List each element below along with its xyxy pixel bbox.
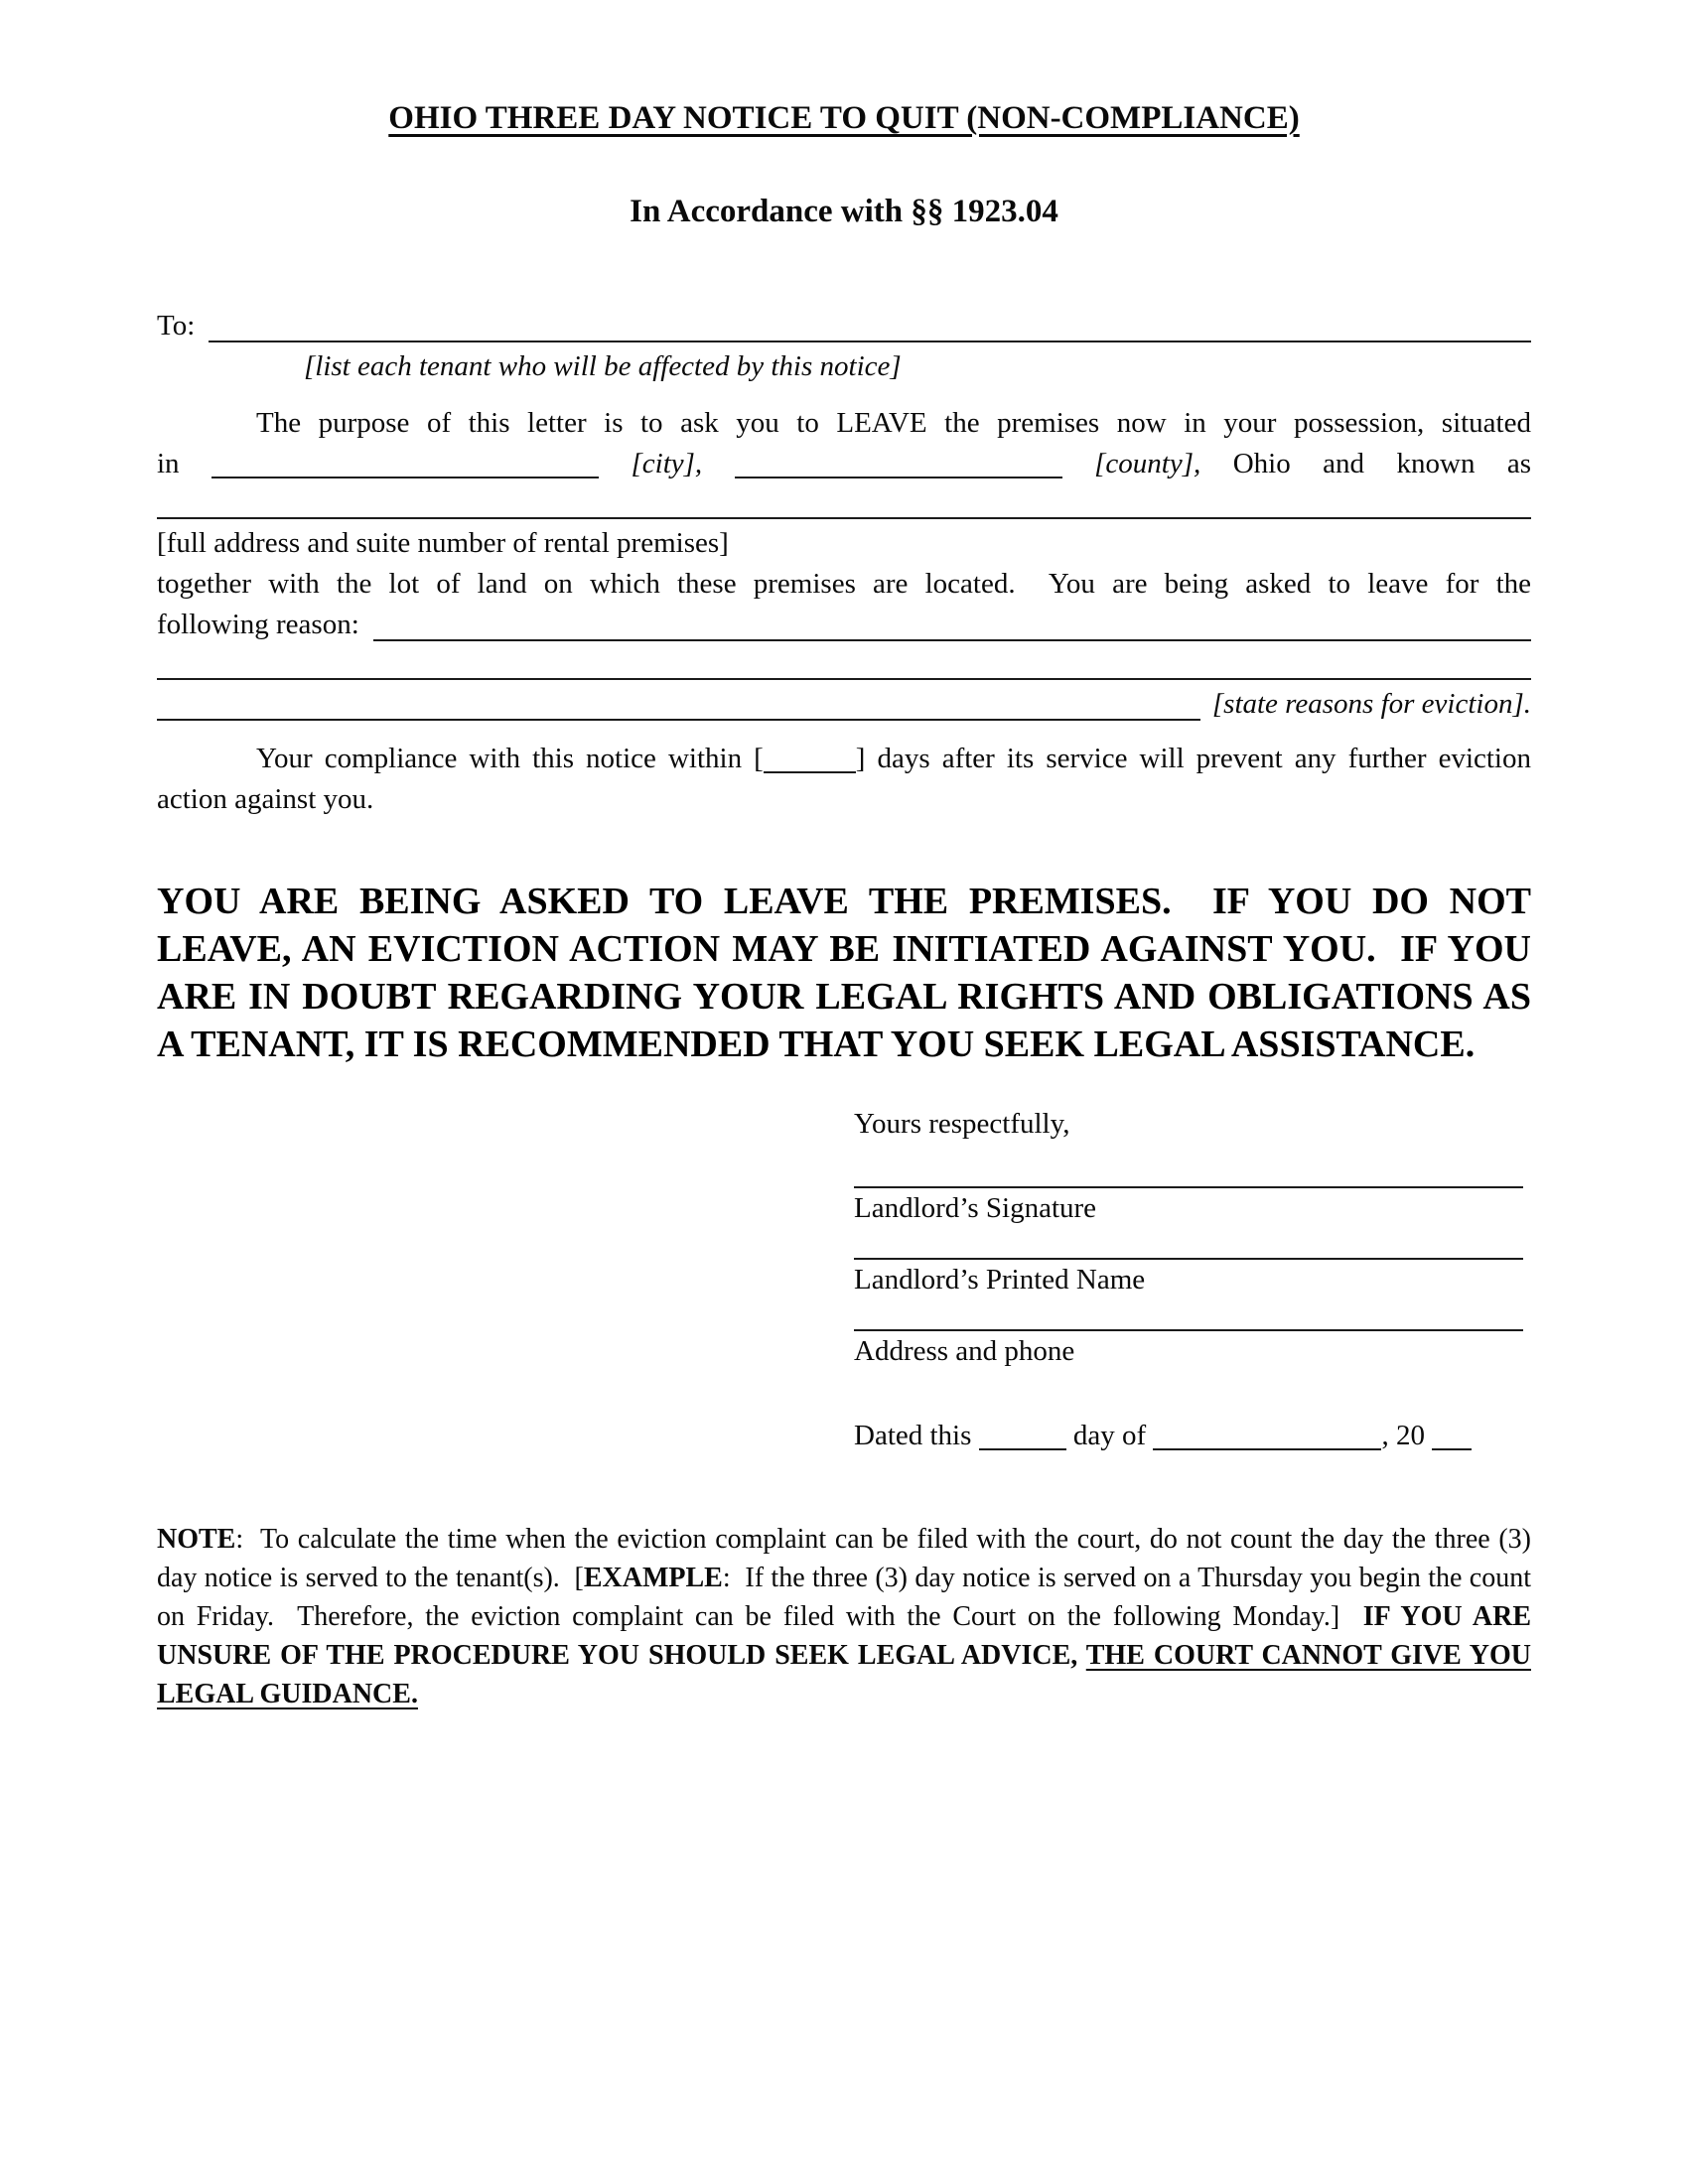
year-blank[interactable] bbox=[1432, 1421, 1472, 1450]
in-label: in bbox=[157, 448, 180, 479]
tenant-names-blank[interactable] bbox=[209, 341, 1531, 342]
purpose-line-1-text: The purpose of this letter is to ask you to LEAVE the premises now in your possession, situated bbox=[256, 407, 1531, 439]
printed-name-label: Landlord’s Printed Name bbox=[854, 1264, 1146, 1296]
note-bold-text: IF YOU ARE UNSURE OF THE PROCEDURE YOU SHOULD SEEK LEGAL ADVICE, bbox=[157, 1601, 1531, 1671]
day-of-label: day of bbox=[1072, 1420, 1147, 1451]
purpose-section bbox=[157, 403, 1531, 725]
together-line bbox=[157, 564, 1531, 605]
city-hint: [city], bbox=[631, 448, 703, 479]
example-label: EXAMPLE bbox=[583, 1563, 723, 1593]
tenant-list-hint: [list each tenant who will be affected by this notice] bbox=[304, 350, 902, 382]
note-paragraph bbox=[157, 1520, 1531, 1713]
printed-name-blank[interactable] bbox=[854, 1229, 1523, 1260]
day-blank[interactable] bbox=[979, 1421, 1066, 1450]
dated-row bbox=[854, 1416, 1523, 1456]
note-label: NOTE bbox=[157, 1524, 236, 1555]
reason-blank-2[interactable] bbox=[157, 645, 1531, 680]
state-reasons-hint: [state reasons for eviction]. bbox=[1211, 688, 1531, 720]
county-blank[interactable] bbox=[735, 449, 1062, 478]
compliance-days-blank[interactable] bbox=[764, 744, 856, 773]
compliance-paragraph bbox=[157, 739, 1531, 820]
address-hint: [full address and suite number of rental premises] bbox=[157, 527, 729, 559]
address-phone-label: Address and phone bbox=[854, 1335, 1075, 1367]
signature-blank[interactable] bbox=[854, 1145, 1523, 1188]
county-hint: [county], bbox=[1094, 448, 1201, 479]
month-blank[interactable] bbox=[1153, 1421, 1381, 1450]
together-line-text: together with the lot of land on which these premises are located. You are being asked to leave for the bbox=[157, 568, 1531, 600]
note-underlined-text: THE COURT CANNOT GIVE YOU LEGAL GUIDANCE. bbox=[157, 1640, 1531, 1709]
city-blank[interactable] bbox=[211, 449, 599, 478]
to-label: To: bbox=[157, 310, 196, 341]
address-phone-blank[interactable] bbox=[854, 1300, 1523, 1331]
document-title: OHIO THREE DAY NOTICE TO QUIT (NON-COMPLIANCE) bbox=[388, 100, 1300, 136]
reason-row bbox=[157, 605, 1531, 645]
state-reasons-row bbox=[157, 684, 1531, 725]
to-row bbox=[157, 306, 1531, 346]
compliance-text-1: Your compliance with this notice within [ bbox=[256, 743, 764, 774]
document-subtitle: In Accordance with §§ 1923.04 bbox=[630, 194, 1058, 229]
year-prefix-label: , 20 bbox=[1381, 1420, 1425, 1451]
note-text-2: : If the three (3) day notice is served on a Thursday you begin the count on Friday. Therefore, the eviction complaint can be filed with the Court on the following Monday.] bbox=[157, 1563, 1531, 1632]
address-blank[interactable] bbox=[157, 484, 1531, 519]
purpose-line-1 bbox=[157, 403, 1531, 444]
reason-blank-3[interactable] bbox=[157, 719, 1200, 721]
signature-label: Landlord’s Signature bbox=[854, 1192, 1097, 1224]
known-as-text: Ohio and known as bbox=[1232, 448, 1532, 479]
dated-this-label: Dated this bbox=[854, 1420, 972, 1451]
closing-block bbox=[854, 1104, 1523, 1456]
reason-blank-1[interactable] bbox=[373, 639, 1531, 641]
warning-text: YOU ARE BEING ASKED TO LEAVE THE PREMISES. IF YOU DO NOT LEAVE, AN EVICTION ACTION MAY BE INITIATED AGAINST YOU. IF YOU ARE IN DOUBT REGARDING YOUR LEGAL RIGHTS AND OBLIGATIONS AS A TENANT, IT IS RECOMMENDED THAT YOU SEEK LEGAL ASSISTANCE. bbox=[157, 881, 1531, 1065]
title-row bbox=[157, 95, 1531, 142]
purpose-line-2 bbox=[157, 444, 1531, 484]
reason-label: following reason: bbox=[157, 609, 359, 640]
salutation: Yours respectfully, bbox=[854, 1108, 1070, 1140]
compliance-text-2: ] days after its service will prevent any further eviction action against you. bbox=[157, 743, 1531, 815]
note-text-1: : To calculate the time when the eviction complaint can be filed with the court, do not count the day the three (3) day notice is served to the tenant(s). [ bbox=[157, 1524, 1531, 1593]
